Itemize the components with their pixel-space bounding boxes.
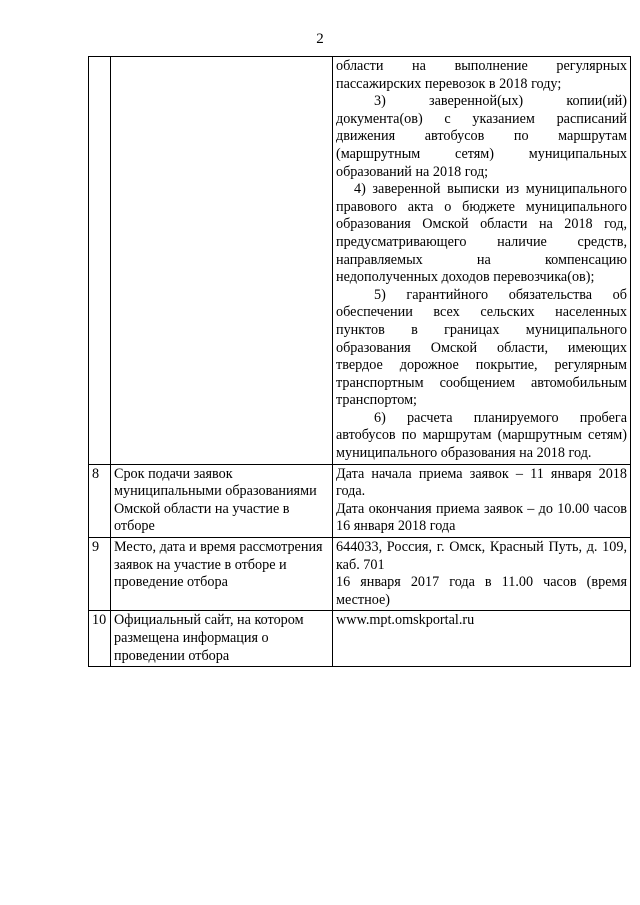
row-name: Официальный сайт, на котором размещена информация о проведении отбора	[111, 611, 333, 667]
row-value-cell	[333, 57, 631, 465]
row-value-line: 16 января 2017 года в 11.00 часов (время местное)	[336, 574, 627, 608]
row-value-line: Дата окончания приема заявок – до 10.00 часов 16 января 2018 года	[336, 500, 627, 535]
row-name: Место, дата и время рассмотрения заявок на участие в отборе и проведение отбора	[111, 538, 333, 611]
row-value-line: 644033, Россия, г. Омск, Красный Путь, д. 109, каб. 701	[336, 539, 627, 573]
website-link[interactable]: www.mpt.omskportal.ru	[336, 612, 475, 629]
row-name-cell	[111, 57, 333, 465]
continuation-paragraph-1: области на выполнение регулярных пассажирских перевозок в 2018 году;	[336, 58, 627, 92]
selection-info-table	[88, 56, 631, 667]
row-value	[333, 464, 631, 537]
row-value-line: Дата начала приема заявок – 11 января 2018 года.	[336, 465, 627, 500]
row-number: 9	[89, 538, 111, 611]
row-number: 8	[89, 464, 111, 537]
row-value	[333, 538, 631, 611]
continuation-paragraph-2: 3) заверенной(ых) копии(ий) документа(ов) с указанием расписаний движения автобусов по маршрутам (маршрутным сетям) муниципальных образований на 2018 год;	[336, 93, 627, 180]
continuation-paragraph-3: 4) заверенной выписки из муниципального правового акта о бюджете муниципального образования Омской области на 2018 год, предусматривающего наличие средств, направляемых на компенсацию недополученных доходов перевозчика(ов);	[336, 181, 627, 286]
table-row-continuation	[89, 57, 631, 465]
page-number: 2	[316, 31, 324, 47]
row-value	[333, 611, 631, 667]
row-number-cell	[89, 57, 111, 465]
table-row-10	[89, 611, 631, 667]
table-row-8	[89, 464, 631, 537]
table-row-9	[89, 538, 631, 611]
row-number: 10	[89, 611, 111, 667]
continuation-paragraph-5: 6) расчета планируемого пробега автобусов по маршрутам (маршрутным сетям) муниципального образования на 2018 год.	[336, 409, 627, 462]
row-name: Срок подачи заявок муниципальными образованиями Омской области на участие в отборе	[111, 464, 333, 537]
continuation-paragraph-4: 5) гарантийного обязательства об обеспечении всех сельских населенных пунктов в границах муниципального образования Омской области, имеющих твердое дорожное покрытие, регулярным транспортным сообщением автомобильным транспортом;	[336, 286, 627, 409]
